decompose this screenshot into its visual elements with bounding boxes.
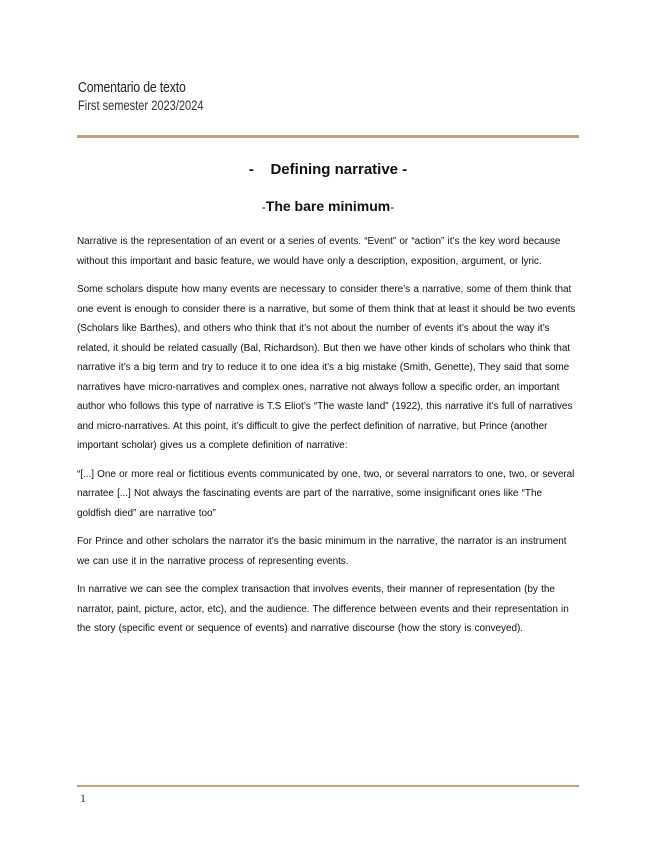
document-subheading xyxy=(77,198,579,214)
quote-paragraph: “[...] One or more real or fictitious events communicated by one, two, or several narrators to one, two, or several narratee [...] Not always the fascinating events are part of the narrative, some insignificant ones like “The goldfish died” are narrative too” xyxy=(77,468,575,519)
header-divider xyxy=(77,135,579,138)
header-title: Comentario de texto xyxy=(78,79,186,96)
subheading-dash-left: - xyxy=(261,200,266,214)
paragraph: Some scholars dispute how many events are necessary to consider there’s a narrative, some of them think that one event is enough to consider there is a narrative, but some of them think that at least it should be two events (Scholars like Barthes), and others who think that it’s not about the number of events it’s about the way it’s related, it should be related casually (Bal, Richardson). But then we have other kinds of scholars who think that narrative it’s a big term and try to reduce it to one idea it’s a big mistake (Smith, Genette), They said that some narratives have micro-narratives and complex ones, narrative not always follow a specific order, an important author who follows this type of narrative is T.S Eliot’s “The waste land” (1922), this narrative it’s full of narratives and micro-narratives. At this point, it’s difficult to give the perfect definition of narrative, but Prince (another important scholar) gives us a complete definition of narrative: xyxy=(77,284,576,451)
page-number: 1 xyxy=(80,791,86,805)
header-subtitle: First semester 2023/2024 xyxy=(78,98,204,113)
page-header xyxy=(78,78,578,114)
subheading-text: The bare minimum xyxy=(265,198,391,214)
paragraph: In narrative we can see the complex transaction that involves events, their manner of representation (by the narrator, paint, picture, actor, etc), and the audience. The difference between events and their representation in the story (specific event or sequence of events) and narrative discourse (how the story is conveyed). xyxy=(77,584,569,634)
subheading-dash-right: - xyxy=(390,200,395,214)
document-heading: - Defining narrative - xyxy=(248,161,408,178)
document-body xyxy=(77,232,579,648)
footer-divider xyxy=(77,785,579,787)
paragraph: For Prince and other scholars the narrator it’s the basic minimum in the narrative, the narrator is an instrument we can use it in the narrative process of representing events. xyxy=(77,536,567,567)
paragraph: Narrative is the representation of an event or a series of events. “Event” or “action” it’s the key word because without this important and basic feature, we would have only a description, exposition, argument, or lyric. xyxy=(77,236,561,267)
